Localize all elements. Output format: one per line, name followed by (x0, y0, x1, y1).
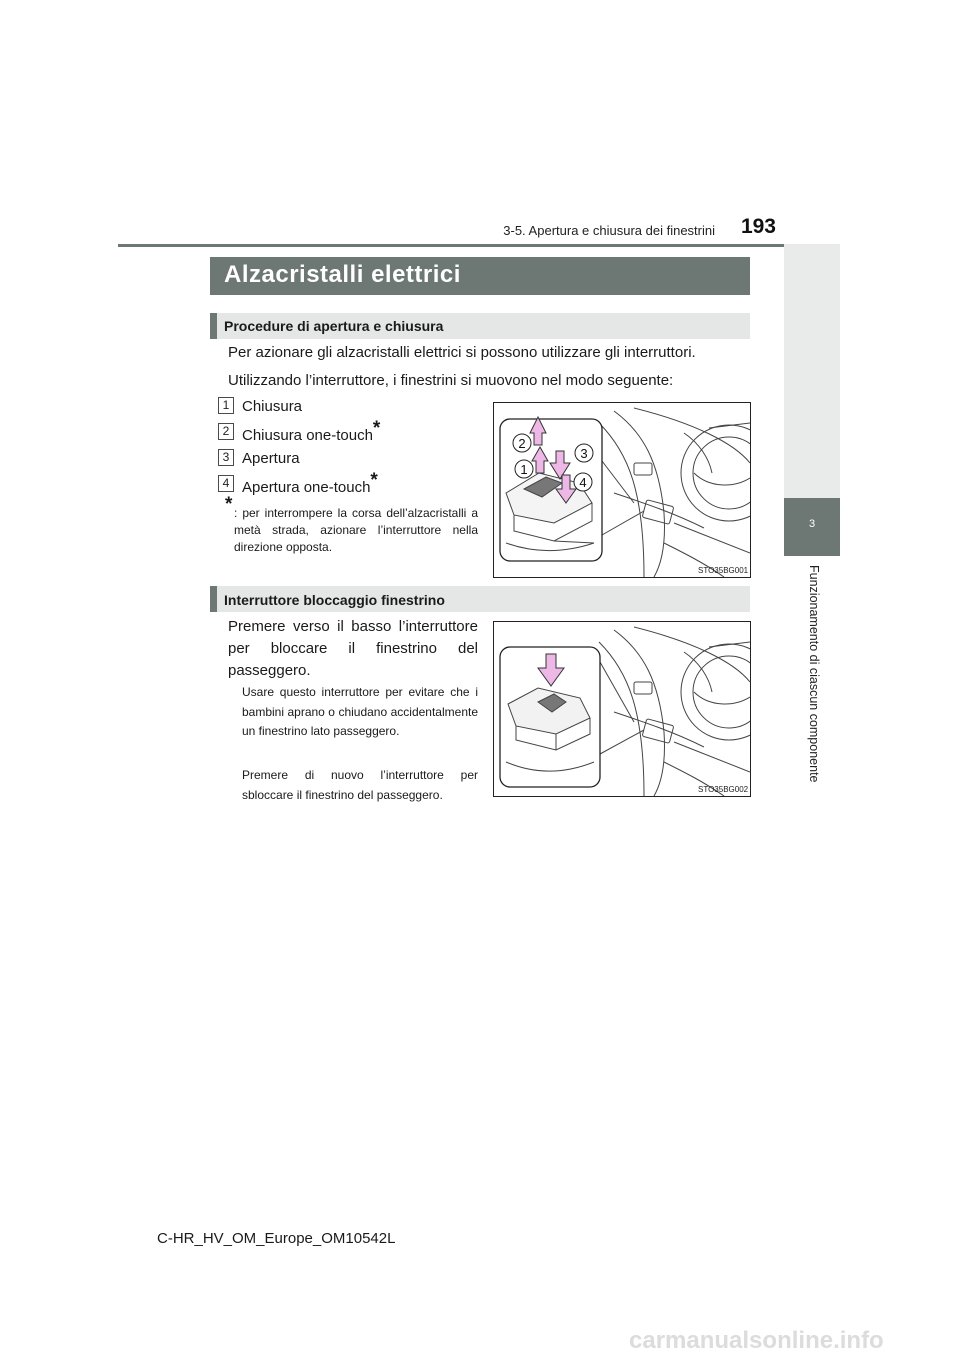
note-children: Usare questo interruttore per evitare che i bambini aprano o chiudano accidentalmente un finestrino lato passeggero. (242, 685, 478, 738)
figure-lock-switch (493, 621, 751, 797)
item-number-2: 2 (218, 423, 234, 440)
figure-window-switches-drawing (494, 403, 750, 577)
figure-window-switches (493, 402, 751, 578)
subheading-marker (210, 313, 217, 339)
item-label-close: Chiusura (242, 398, 303, 415)
asterisk: * (370, 470, 378, 491)
intro-paragraph-1: Per azionare gli alzacristalli elettrici si possono utilizzare gli interruttori. (228, 344, 696, 361)
item-number-4: 4 (218, 475, 234, 492)
intro-paragraph-2: Utilizzando l’interruttore, i finestrini si muovono nel modo seguente: (228, 372, 674, 389)
subheading-window-lock: Interruttore bloccaggio finestrino (224, 592, 445, 608)
page-title: Alzacristalli elettrici (224, 261, 461, 288)
figure-callout-4: 4 (579, 475, 587, 490)
subheading-marker (210, 586, 217, 612)
item-label-one-touch-close: Chiusura one-touch* (242, 418, 381, 444)
figure-callout-2: 2 (518, 436, 526, 451)
figure-callout-1: 1 (520, 462, 528, 477)
chapter-number: 3 (808, 518, 816, 530)
figure-code: STO35BG001 (698, 566, 749, 575)
lock-switch-instructions: Premere verso il basso l’interruttore per bloccare il finestrino del passeggero. (228, 618, 478, 679)
figure-lock-switch-drawing (494, 622, 750, 796)
page-number: 193 (740, 215, 776, 238)
asterisk: * (372, 418, 381, 439)
side-tab-strip (784, 244, 840, 498)
item-number-1: 1 (218, 397, 234, 414)
running-header-section: 3-5. Apertura e chiusura dei finestrini (503, 223, 715, 238)
watermark: carmanualsonline.info (629, 1327, 884, 1354)
footnote-text: : per interrompere la corsa dell’alzacristalli a metà strada, azionare l’interruttore nella direzione opposta. (234, 506, 478, 554)
header-rule (118, 244, 840, 247)
item-label-open: Apertura (242, 450, 300, 467)
figure-callout-3: 3 (580, 446, 588, 461)
subheading-procedures: Procedure di apertura e chiusura (224, 318, 444, 334)
footnote-asterisk: * (225, 494, 233, 515)
item-label-one-touch-open: Apertura one-touch* (242, 470, 378, 496)
figure-code: STO35BG002 (698, 785, 749, 794)
chapter-title: Funzionamento di ciascun componente (807, 565, 821, 783)
item-number-3: 3 (218, 449, 234, 466)
footer-document-code: C-HR_HV_OM_Europe_OM10542L (157, 1230, 396, 1247)
note-unlock: Premere di nuovo l’interruttore per sbloccare il finestrino del passeggero. (242, 768, 478, 802)
